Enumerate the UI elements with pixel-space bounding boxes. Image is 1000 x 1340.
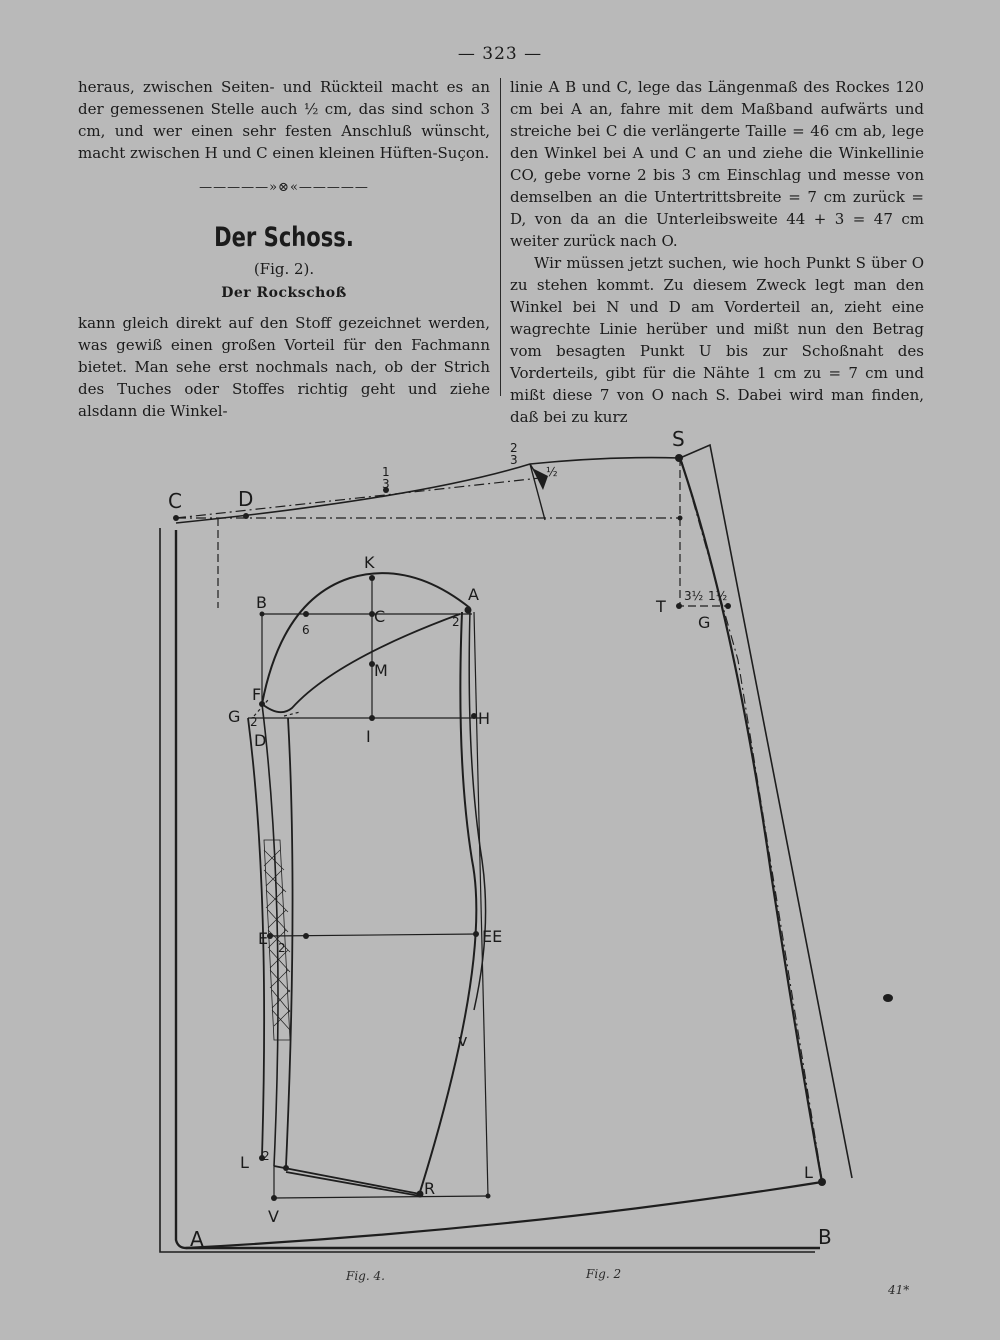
point-ee [473, 931, 479, 937]
point-bottom-right [486, 1194, 491, 1199]
label-b-bottom: B [818, 1225, 832, 1249]
label-g-left: G [228, 707, 241, 726]
point-e-two [303, 933, 309, 939]
label-three-half: 3½ [684, 589, 704, 603]
bottom-hem [186, 1182, 822, 1248]
label-a-bottom: A [190, 1227, 204, 1251]
label-frac1-num: 1 [382, 465, 390, 479]
point-s [675, 454, 683, 462]
label-v: V [268, 1207, 279, 1226]
label-g-right: G [698, 613, 711, 632]
point-r [417, 1191, 424, 1198]
figure-reference: (Fig. 2). [253, 260, 315, 278]
point-v [271, 1195, 277, 1201]
point-six [303, 611, 309, 617]
point-b [260, 612, 265, 617]
sleeve-e-line [270, 934, 478, 936]
label-frac2-num: 2 [510, 441, 518, 455]
point-a-inner [465, 607, 472, 614]
sleeve-bottom-line [274, 1196, 488, 1198]
point-l-two [283, 1165, 289, 1171]
frame-left-edge [160, 528, 815, 1252]
label-v-small: v [458, 1031, 468, 1050]
inner-right-guide [682, 462, 822, 1180]
label-f: F [252, 685, 262, 704]
sleeve-right-seam [420, 612, 476, 1192]
sleeve-under-seam [286, 718, 293, 1166]
point-h [471, 713, 477, 719]
subheading: Der Rockschoß [221, 285, 347, 301]
label-one-half: 1½ [708, 589, 728, 603]
label-s: S [672, 427, 685, 451]
label-r: R [424, 1179, 436, 1198]
point-g-right [725, 603, 731, 609]
paragraph-punkt-s: Wir müssen jetzt suchen, wie hoch Punkt S über O zu stehen kommt. Zu diesem Zweck legt man den Winkel bei N und D am Vorderteil an, zieht eine wagrechte Linie herüber und mißt nun den Betrag vom besagten Punkt U bis zur Schoßnaht des Vorderteils, gibt für die Nähte 1 cm zu = 7 cm und mißt diese 7 von O nach S. Dabei wird man finden, daß bei zu kurz [510, 254, 924, 426]
point-k [369, 575, 375, 581]
sleeve-crown [262, 573, 470, 704]
ornament-divider: —————»⊗«————— [199, 180, 369, 195]
page-number: — 323 — [457, 44, 543, 64]
label-d-top: D [238, 487, 254, 511]
label-k: K [364, 553, 375, 572]
label-i: I [366, 727, 371, 746]
point-c [173, 515, 179, 521]
label-d-inner: D [254, 731, 267, 750]
label-e: E [258, 929, 269, 948]
point-i [369, 715, 375, 721]
label-two-e: 2 [278, 941, 286, 955]
point-d [243, 513, 249, 519]
label-l-right: L [804, 1163, 813, 1182]
section-title: Der Schoss. [214, 222, 354, 253]
label-b: B [256, 593, 267, 612]
sleeve-right-seam-2 [469, 610, 485, 1010]
sleeve-hem [274, 1166, 420, 1196]
label-six: 6 [302, 623, 310, 637]
point-l-right [818, 1178, 826, 1186]
label-half: ½ [546, 465, 558, 479]
hem-right-curve [680, 458, 822, 1182]
label-ee: EE [482, 927, 503, 946]
diagonal-guide [176, 478, 540, 518]
label-a-inner: A [468, 585, 479, 604]
label-frac1-den: 3 [382, 477, 390, 491]
sleeve-inner-curve [262, 614, 460, 712]
paragraph-continuation: heraus, zwischen Seiten- und Rückteil macht es an der gemessenen Stelle auch ½ cm, das sind schon 3 cm, und wer einen sehr festen Anschluß wünscht, macht zwischen H und C einen kleinen Hüften-Suçon. [78, 78, 490, 162]
label-two-a: 2 [452, 615, 460, 629]
paragraph-winkellinie: linie A B und C, lege das Längenmaß des Rockes 120 cm bei A an, fahre mit dem Maßband aufwärts und streiche bei C die verlängerte Taille = 46 cm ab, lege den Winkel bei A und C an und ziehe die Winkellinie CO, gebe vorne 2 bis 3 cm Einschlag und messe von demselben an die Untertrittsbreite = 7 cm zurück = D, von da an die Unterleibsweite 44 + 3 = 47 cm weiter zurück nach O. [510, 78, 924, 250]
label-t: T [656, 597, 666, 616]
caption-fig2: Fig. 2 [586, 1267, 622, 1281]
page-code: 41* [888, 1283, 910, 1297]
label-two-g: 2 [250, 715, 258, 729]
label-c-top: C [168, 489, 182, 513]
point-o [678, 516, 683, 521]
main-left-line [176, 530, 820, 1248]
caption-fig4: Fig. 4. [346, 1269, 385, 1283]
label-h: H [478, 709, 491, 728]
point-t [676, 603, 682, 609]
paragraph-rockschoss: kann gleich direkt auf den Stoff gezeichnet werden, was gewiß einen großen Vorteil für den Fachmann bietet. Man sehe erst nochmals nach, ob der Strich des Tuches oder Stoffes richtig geht und ziehe alsdann die Winkel- [78, 314, 490, 420]
label-frac2-den: 3 [510, 453, 518, 467]
outer-right-edge [680, 445, 852, 1178]
ink-blot [883, 994, 893, 1002]
label-l-left: L [240, 1153, 249, 1172]
label-two-l: 2 [262, 1149, 270, 1163]
label-c-inner: C [374, 607, 386, 626]
label-m: M [374, 661, 388, 680]
